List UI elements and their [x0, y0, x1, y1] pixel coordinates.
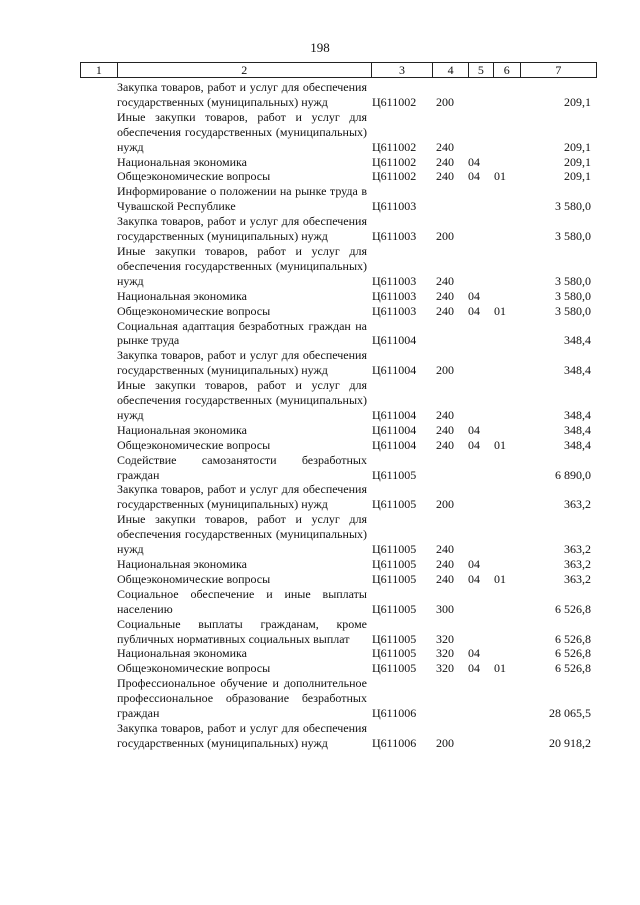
row-section: 04	[468, 661, 480, 676]
table-row	[80, 661, 597, 676]
row-section: 04	[468, 646, 480, 661]
row-section: 04	[468, 557, 480, 571]
row-expense-type: 240	[436, 288, 454, 303]
row-code: Ц611005	[372, 661, 417, 676]
table-row	[80, 617, 597, 647]
row-code: Ц611004	[372, 407, 417, 422]
row-name: Национальная экономика	[117, 154, 247, 169]
row-code: Ц611002	[372, 154, 417, 169]
row-name: Социальные выплаты гражданам, кроме публичных нормативных социальных выплат	[117, 616, 367, 646]
row-section: 04	[468, 422, 480, 437]
row-section: 04	[468, 169, 480, 184]
row-amount: 3 580,0	[555, 229, 591, 244]
row-amount: 3 580,0	[555, 303, 591, 318]
table-row	[80, 721, 597, 751]
row-expense-type: 320	[436, 631, 454, 646]
row-name: Национальная экономика	[117, 557, 247, 571]
row-name: Информирование о положении на рынке труда в Чувашской Республике	[117, 184, 367, 214]
row-amount: 6 526,8	[555, 601, 591, 616]
table-row	[80, 348, 597, 378]
row-amount: 3 580,0	[555, 273, 591, 288]
row-expense-type: 240	[436, 154, 454, 169]
row-expense-type: 240	[436, 437, 454, 452]
row-name: Иные закупки товаров, работ и услуг для обеспечения государственных (муниципальных) нужд	[117, 109, 367, 154]
row-section: 04	[468, 571, 480, 586]
row-amount: 209,1	[564, 154, 591, 169]
row-section: 04	[468, 288, 480, 303]
row-code: Ц611005	[372, 467, 417, 482]
row-name: Закупка товаров, работ и услуг для обеспечения государственных (муниципальных) нужд	[117, 348, 367, 378]
row-name: Национальная экономика	[117, 422, 247, 437]
table-row	[80, 646, 597, 661]
row-subsection: 01	[494, 437, 506, 452]
table-row	[80, 453, 597, 483]
table-row	[80, 214, 597, 244]
row-amount: 209,1	[564, 169, 591, 184]
row-amount: 348,4	[564, 333, 591, 348]
table-row	[80, 438, 597, 453]
table-header	[80, 62, 597, 78]
row-expense-type: 240	[436, 169, 454, 184]
row-code: Ц611005	[372, 571, 417, 586]
row-expense-type: 240	[436, 139, 454, 154]
row-code: Ц611003	[372, 288, 417, 303]
row-amount: 348,4	[564, 422, 591, 437]
table-row	[80, 482, 597, 512]
row-name: Содействие самозанятости безработных граждан	[117, 452, 367, 482]
row-amount: 6 526,8	[555, 646, 591, 661]
table-row	[80, 423, 597, 438]
table-row	[80, 676, 597, 721]
header-cell-7: 7	[555, 63, 562, 77]
budget-table	[80, 62, 597, 751]
page-number: 198	[310, 40, 330, 55]
row-name: Социальная адаптация безработных граждан на рынке труда	[117, 318, 367, 348]
row-name: Общеэкономические вопросы	[117, 437, 271, 452]
row-name: Национальная экономика	[117, 288, 247, 303]
row-code: Ц611003	[372, 199, 417, 214]
row-name: Профессиональное обучение и дополнительное профессиональное образование безработных граждан	[117, 676, 367, 721]
row-code: Ц611005	[372, 557, 417, 571]
row-amount: 363,2	[564, 542, 591, 557]
table-row	[80, 572, 597, 587]
row-code: Ц611005	[372, 646, 417, 661]
row-amount: 363,2	[564, 557, 591, 571]
row-subsection: 01	[494, 169, 506, 184]
row-name: Общеэкономические вопросы	[117, 169, 271, 184]
table-row	[80, 155, 597, 170]
row-expense-type: 240	[436, 407, 454, 422]
header-cell-3: 3	[372, 63, 434, 77]
row-name: Закупка товаров, работ и услуг для обеспечения государственных (муниципальных) нужд	[117, 720, 367, 750]
row-amount: 209,1	[564, 94, 591, 109]
row-expense-type: 240	[436, 303, 454, 318]
row-subsection: 01	[494, 571, 506, 586]
row-amount: 3 580,0	[555, 288, 591, 303]
row-amount: 6 526,8	[555, 661, 591, 676]
row-section: 04	[468, 303, 480, 318]
row-code: Ц611003	[372, 273, 417, 288]
row-name: Национальная экономика	[117, 646, 247, 661]
row-name: Социальное обеспечение и иные выплаты населению	[117, 586, 367, 616]
row-code: Ц611003	[372, 303, 417, 318]
table-row	[80, 512, 597, 557]
row-expense-type: 240	[436, 422, 454, 437]
header-cell-1: 1	[81, 63, 118, 77]
row-amount: 28 065,5	[549, 706, 591, 721]
row-expense-type: 200	[436, 735, 454, 750]
row-code: Ц611004	[372, 437, 417, 452]
row-expense-type: 320	[436, 646, 454, 661]
table-row	[80, 110, 597, 155]
row-name: Иные закупки товаров, работ и услуг для обеспечения государственных (муниципальных) нужд	[117, 243, 367, 288]
row-name: Иные закупки товаров, работ и услуг для обеспечения государственных (муниципальных) нужд	[117, 378, 367, 422]
row-code: Ц611004	[372, 363, 417, 378]
row-amount: 3 580,0	[555, 199, 591, 214]
table-row	[80, 80, 597, 110]
table-row	[80, 587, 597, 617]
table-row	[80, 378, 597, 423]
row-name: Общеэкономические вопросы	[117, 303, 271, 318]
row-expense-type: 240	[436, 571, 454, 586]
row-name: Общеэкономические вопросы	[117, 661, 271, 676]
row-expense-type: 200	[436, 497, 454, 512]
table-row	[80, 319, 597, 349]
row-amount: 348,4	[564, 437, 591, 452]
row-amount: 6 890,0	[555, 467, 591, 482]
row-section: 04	[468, 437, 480, 452]
row-expense-type: 200	[436, 363, 454, 378]
header-cell-5: 5	[469, 63, 494, 77]
row-section: 04	[468, 154, 480, 169]
row-code: Ц611005	[372, 497, 417, 512]
row-expense-type: 320	[436, 661, 454, 676]
row-code: Ц611003	[372, 229, 417, 244]
table-row	[80, 289, 597, 304]
row-expense-type: 300	[436, 601, 454, 616]
row-subsection: 01	[494, 661, 506, 676]
table-row	[80, 304, 597, 319]
row-code: Ц611002	[372, 139, 417, 154]
row-expense-type: 200	[436, 229, 454, 244]
table-body	[80, 78, 597, 751]
row-name: Закупка товаров, работ и услуг для обеспечения государственных (муниципальных) нужд	[117, 482, 367, 512]
row-name: Общеэкономические вопросы	[117, 571, 271, 586]
header-cell-2: 2	[118, 63, 372, 77]
row-expense-type: 240	[436, 542, 454, 557]
row-amount: 363,2	[564, 571, 591, 586]
header-cell-4: 4	[433, 63, 469, 77]
row-amount: 209,1	[564, 139, 591, 154]
row-code: Ц611002	[372, 94, 417, 109]
row-amount: 348,4	[564, 363, 591, 378]
row-amount: 6 526,8	[555, 631, 591, 646]
row-expense-type: 240	[436, 273, 454, 288]
row-amount: 20 918,2	[549, 735, 591, 750]
row-name: Иные закупки товаров, работ и услуг для обеспечения государственных (муниципальных) нужд	[117, 512, 367, 557]
table-row	[80, 244, 597, 289]
row-code: Ц611005	[372, 542, 417, 557]
row-code: Ц611005	[372, 631, 417, 646]
row-code: Ц611005	[372, 601, 417, 616]
row-code: Ц611004	[372, 422, 417, 437]
table-row	[80, 184, 597, 214]
row-name: Закупка товаров, работ и услуг для обеспечения государственных (муниципальных) нужд	[117, 214, 367, 244]
row-code: Ц611004	[372, 333, 417, 348]
row-expense-type: 240	[436, 557, 454, 571]
header-cell-6: 6	[494, 63, 521, 77]
row-code: Ц611002	[372, 169, 417, 184]
row-expense-type: 200	[436, 94, 454, 109]
row-name: Закупка товаров, работ и услуг для обеспечения государственных (муниципальных) нужд	[117, 80, 367, 109]
row-amount: 363,2	[564, 497, 591, 512]
table-row	[80, 557, 597, 572]
table-row	[80, 169, 597, 184]
row-code: Ц611006	[372, 706, 417, 721]
row-amount: 348,4	[564, 407, 591, 422]
row-code: Ц611006	[372, 735, 417, 750]
row-subsection: 01	[494, 303, 506, 318]
